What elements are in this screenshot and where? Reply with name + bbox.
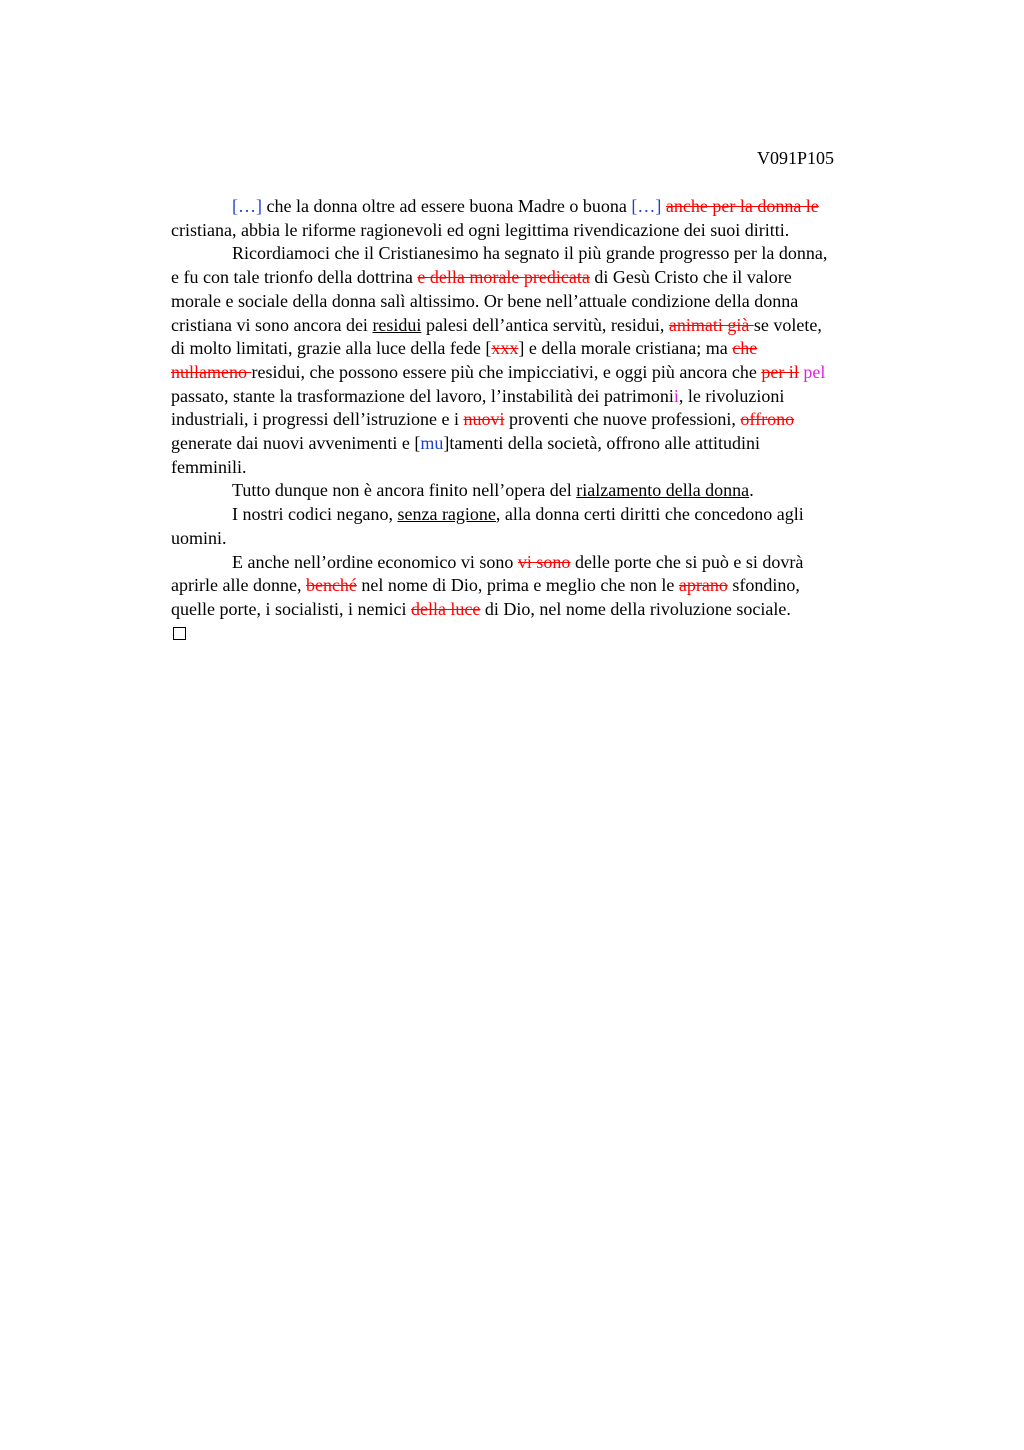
text-segment: . bbox=[749, 480, 754, 501]
text-line bbox=[171, 527, 923, 551]
editorial-bracket: ] bbox=[256, 196, 262, 216]
text-line bbox=[171, 195, 923, 219]
text-segment: sfondino, bbox=[727, 575, 800, 596]
added-text: i bbox=[673, 385, 679, 406]
text-segment: nel nome di Dio, prima e meglio che non le bbox=[356, 575, 679, 596]
deleted-text: nuovi bbox=[463, 409, 505, 430]
text-line bbox=[171, 266, 923, 290]
text-line bbox=[171, 503, 923, 527]
underlined-text: residui bbox=[372, 314, 422, 335]
text-segment: proventi che nuove professioni, bbox=[504, 409, 741, 430]
text-segment: quelle porte, i socialisti, i nemici bbox=[171, 598, 411, 619]
text-segment: , alla donna certi diritti che concedono agli bbox=[495, 504, 804, 525]
text-line bbox=[171, 479, 923, 503]
text-segment: di Dio, nel nome della rivoluzione sociale. bbox=[480, 598, 791, 619]
text-segment: industriali, i progressi dell’istruzione e i bbox=[171, 409, 464, 430]
text-segment: aprirle alle donne, bbox=[171, 575, 306, 596]
text-segment: femminili. bbox=[171, 456, 247, 477]
deleted-text: per il bbox=[761, 361, 799, 382]
text-segment: palesi dell’antica servitù, residui, bbox=[421, 314, 669, 335]
text-segment: E anche nell’ordine economico vi sono bbox=[232, 551, 518, 572]
text-segment: di molto limitati, grazie alla luce della fede [ bbox=[171, 338, 492, 359]
text-line bbox=[171, 361, 923, 385]
text-segment: di Gesù Cristo che il valore bbox=[589, 267, 792, 288]
text-segment: ]tamenti della società, offrono alle attitudini bbox=[443, 433, 760, 454]
deleted-text: aprano bbox=[678, 575, 728, 596]
deleted-text: xxx bbox=[491, 338, 519, 359]
text-segment: uomini. bbox=[171, 527, 227, 548]
text-segment: ] e della morale cristiana; ma bbox=[518, 338, 733, 359]
text-line bbox=[171, 219, 923, 243]
editorial-bracket: [ bbox=[232, 196, 238, 216]
text-line bbox=[171, 456, 923, 480]
empty-checkbox-icon bbox=[173, 627, 186, 640]
text-segment: che la donna oltre ad essere buona Madre o buona bbox=[262, 196, 632, 216]
deleted-text: offrono bbox=[740, 409, 795, 430]
transcription-body bbox=[171, 195, 923, 646]
text-segment: Ricordiamoci che il Cristianesimo ha segnato il più grande progresso per la donna, bbox=[232, 243, 828, 264]
text-line bbox=[171, 408, 923, 432]
added-text: pel bbox=[803, 361, 826, 382]
deleted-text: animati già bbox=[668, 314, 754, 335]
text-segment: cristiana vi sono ancora dei bbox=[171, 314, 373, 335]
text-line bbox=[171, 385, 923, 409]
deleted-text: della luce bbox=[410, 598, 481, 619]
text-line bbox=[171, 290, 923, 314]
editorial-bracket: […] bbox=[631, 196, 662, 216]
editorial-bracket: … bbox=[238, 196, 256, 216]
text-line bbox=[171, 337, 923, 361]
text-line bbox=[171, 574, 923, 598]
text-segment: , le rivoluzioni bbox=[678, 385, 785, 406]
text-segment: morale e sociale della donna salì altissimo. Or bene nell’attuale condizione della donna bbox=[171, 290, 799, 311]
text-line bbox=[171, 432, 923, 456]
text-line bbox=[171, 242, 923, 266]
deleted-text: che bbox=[732, 338, 758, 359]
deleted-text: benché bbox=[305, 575, 357, 596]
text-segment: Tutto dunque non è ancora finito nell’opera del bbox=[232, 480, 577, 501]
text-line bbox=[171, 314, 923, 338]
deleted-text: anche per la donna le bbox=[665, 196, 819, 216]
text-line bbox=[171, 598, 923, 622]
text-segment: delle porte che si può e si dovrà bbox=[570, 551, 804, 572]
text-segment: I nostri codici negano, bbox=[232, 504, 398, 525]
text-line bbox=[171, 551, 923, 575]
text-segment: cristiana, abbia le riforme ragionevoli ed ogni legittima rivendicazione dei suoi diritti. bbox=[171, 219, 790, 240]
deleted-text: vi sono bbox=[517, 551, 571, 572]
text-segment: se volete, bbox=[753, 314, 822, 335]
editorial-bracket: mu bbox=[420, 433, 444, 454]
text-segment: generate dai nuovi avvenimenti e [ bbox=[171, 433, 421, 454]
text-segment: e fu con tale trionfo della dottrina bbox=[171, 267, 418, 288]
underlined-text: rialzamento della donna bbox=[576, 480, 750, 501]
page-identifier: V091P105 bbox=[757, 148, 835, 168]
deleted-text: e della morale predicata bbox=[417, 267, 590, 288]
text-segment: residui, che possono essere più che impicciativi, e oggi più ancora che bbox=[251, 361, 762, 382]
text-segment: passato, stante la trasformazione del lavoro, l’instabilità dei patrimoni bbox=[171, 385, 674, 406]
underlined-text: senza ragione bbox=[397, 504, 496, 525]
end-marker-line bbox=[171, 622, 923, 647]
deleted-text: nullameno bbox=[171, 361, 252, 382]
